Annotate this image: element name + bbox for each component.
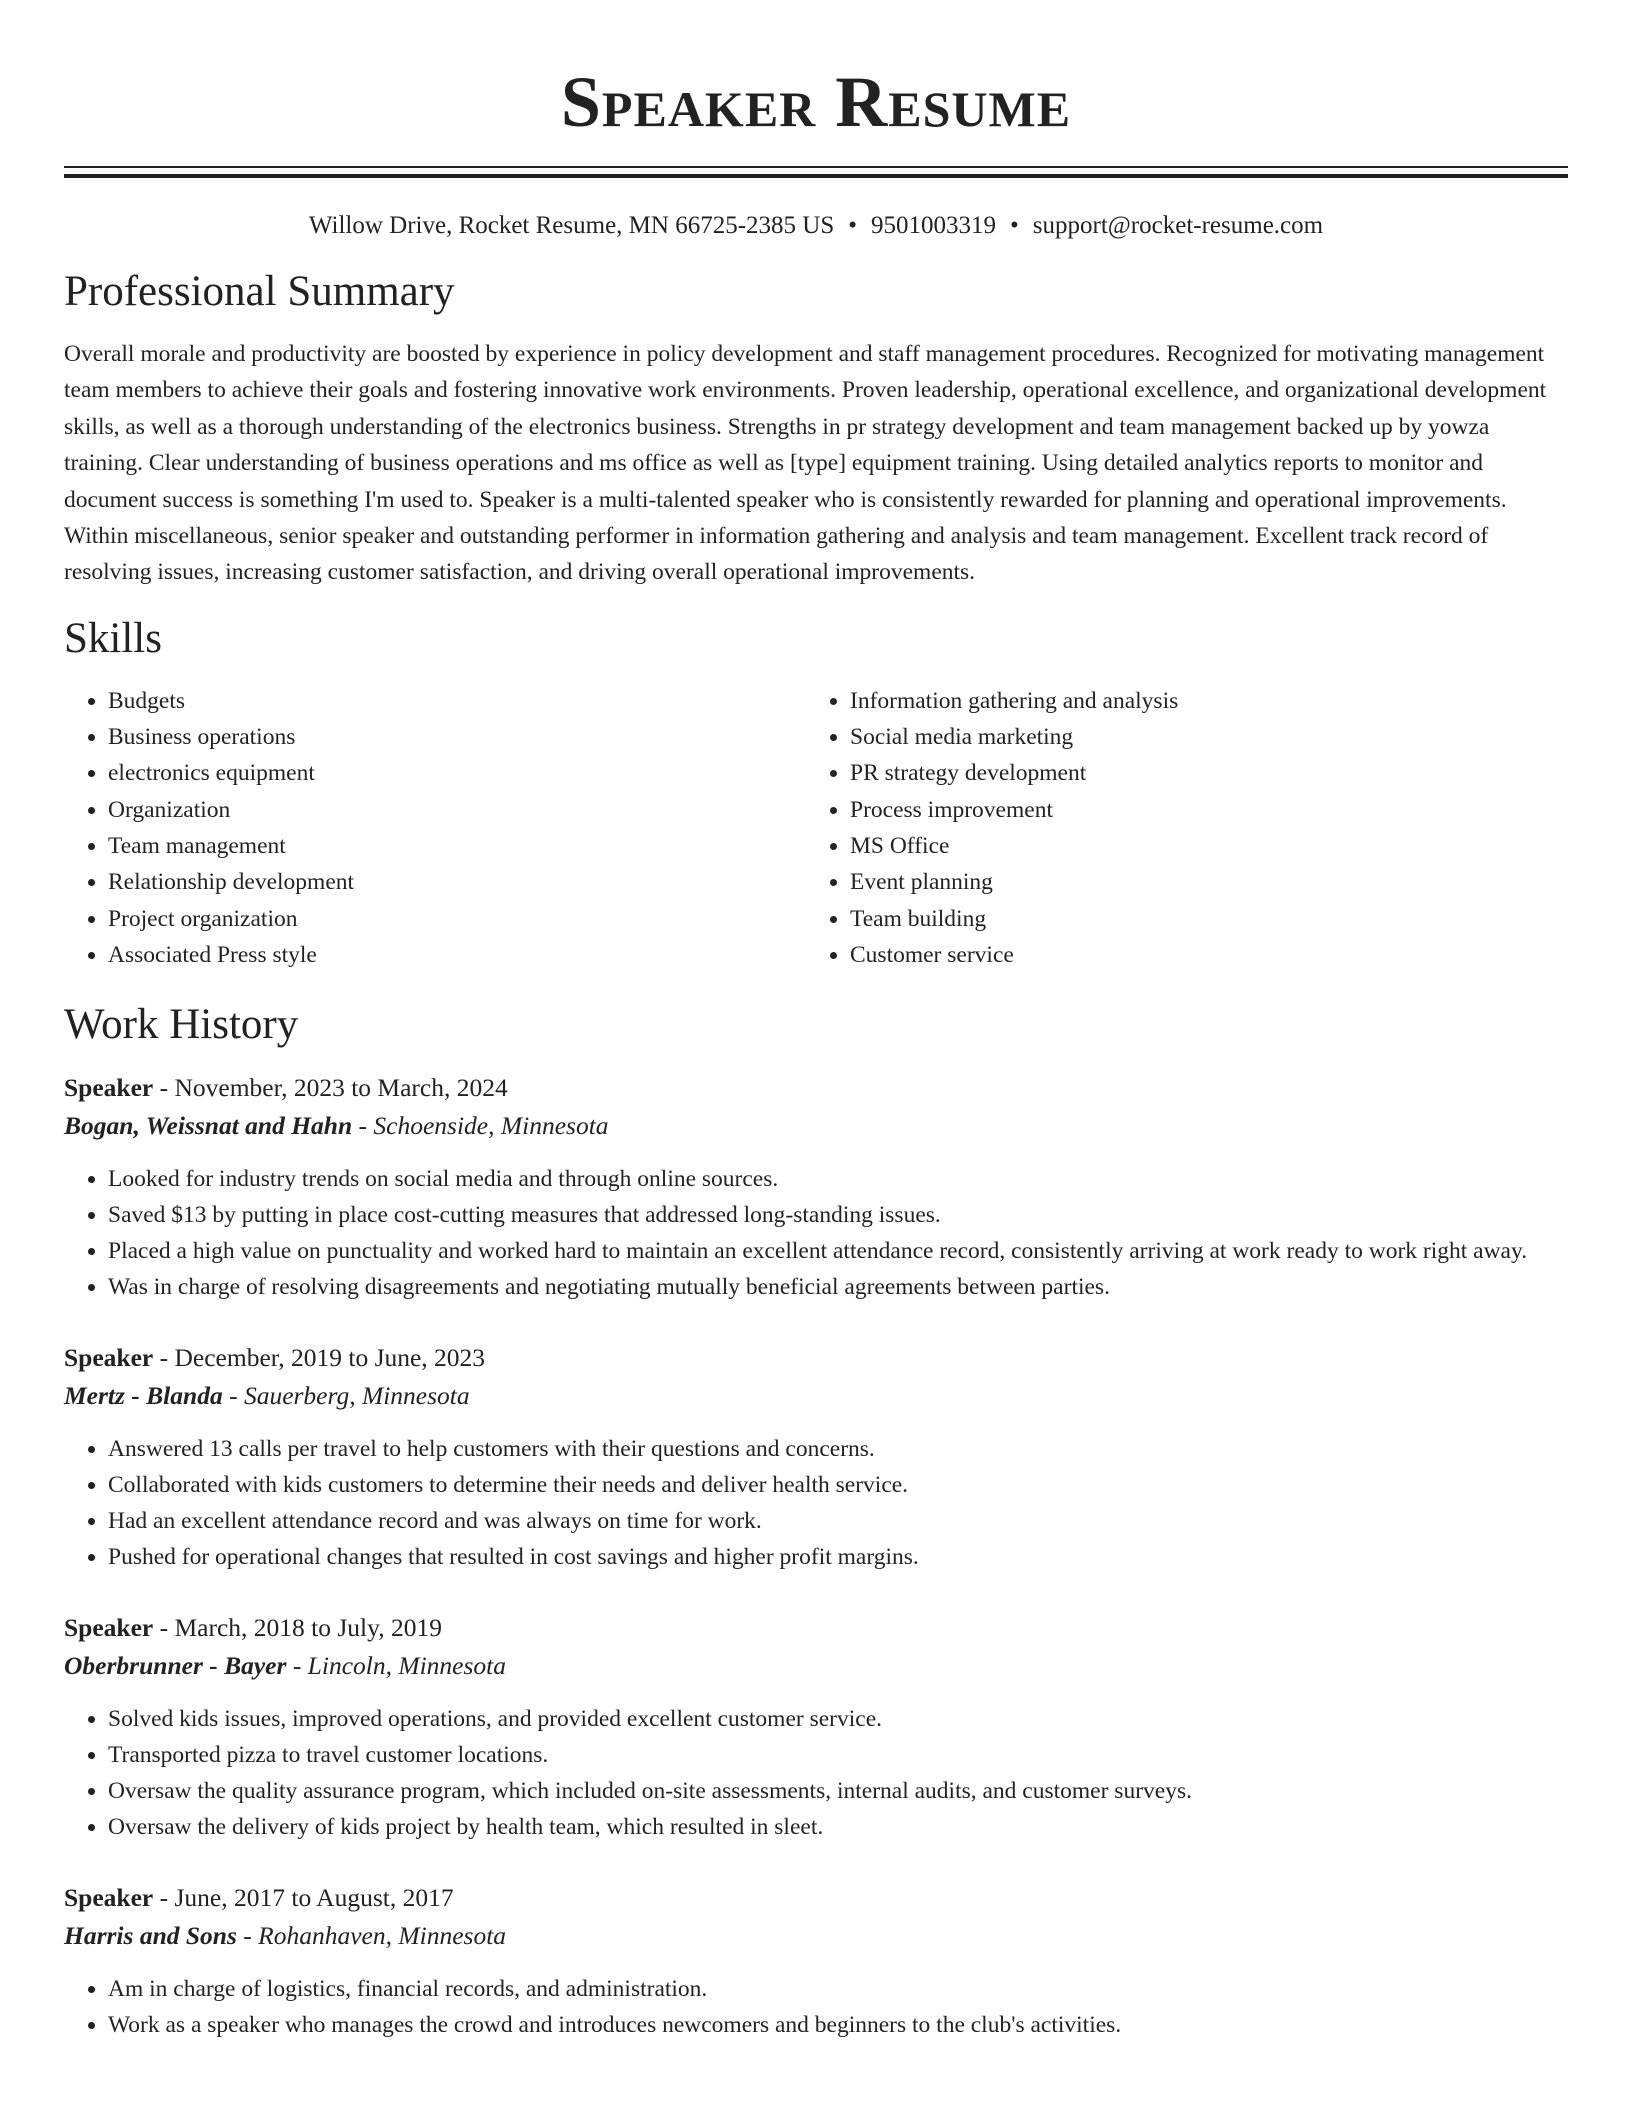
skills-columns <box>64 683 1568 973</box>
contact-separator: • <box>1010 212 1019 239</box>
job-bullet: • Transported pizza to travel customer locations. <box>108 1737 1568 1773</box>
job-dates: - June, 2017 to August, 2017 <box>153 1883 454 1913</box>
job-dates: - November, 2023 to March, 2024 <box>153 1073 508 1103</box>
contact-address: Willow Drive, Rocket Resume, MN 66725-2385 US <box>308 212 835 239</box>
job-entry <box>64 1609 1568 1845</box>
skill-item: • Project organization <box>108 901 806 937</box>
skill-item: • electronics equipment <box>108 755 806 791</box>
skill-item: • Relationship development <box>108 864 806 900</box>
job-bullets <box>64 1431 1568 1575</box>
job-bullet: • Had an excellent attendance record and was always on time for work. <box>108 1503 1568 1539</box>
job-bullet: • Collaborated with kids customers to determine their needs and deliver health service. <box>108 1467 1568 1503</box>
skills-right-list <box>806 683 1178 973</box>
company-name: Oberbrunner - Bayer <box>64 1651 287 1681</box>
skill-item: • Social media marketing <box>850 719 1178 755</box>
skill-item: • Information gathering and analysis <box>850 683 1178 719</box>
contact-line <box>64 208 1568 244</box>
job-bullet: • Am in charge of logistics, financial records, and administration. <box>108 1971 1568 2007</box>
company-location: - Lincoln, Minnesota <box>286 1651 507 1681</box>
job-bullet: • Oversaw the delivery of kids project by health team, which resulted in sleet. <box>108 1809 1568 1845</box>
skill-item: • Associated Press style <box>108 937 806 973</box>
job-bullet: • Placed a high value on punctuality and worked hard to maintain an excellent attendance record, consistently arriving at work ready to work right away. <box>108 1233 1568 1269</box>
job-bullets <box>64 1971 1568 2043</box>
job-entry <box>64 1339 1568 1575</box>
job-title-line <box>64 1069 1568 1107</box>
company-location: - Sauerberg, Minnesota <box>222 1381 470 1411</box>
job-title: Speaker <box>64 1613 154 1643</box>
job-bullet: • Solved kids issues, improved operations, and provided excellent customer service. <box>108 1701 1568 1737</box>
job-dates: - March, 2018 to July, 2019 <box>153 1613 442 1643</box>
company-line <box>64 1377 1568 1415</box>
job-bullet: • Looked for industry trends on social media and through online sources. <box>108 1161 1568 1197</box>
contact-email: support@rocket-resume.com <box>1032 212 1324 239</box>
job-bullets <box>64 1701 1568 1845</box>
work-history-heading: Work History <box>64 1001 299 1049</box>
contact-phone: 9501003319 <box>871 212 997 239</box>
title-double-rule <box>64 166 1568 178</box>
company-location: - Schoenside, Minnesota <box>352 1111 609 1141</box>
skills-heading: Skills <box>64 614 162 662</box>
company-line <box>64 1917 1568 1955</box>
company-location: - Rohanhaven, Minnesota <box>236 1921 507 1951</box>
skill-item: • PR strategy development <box>850 755 1178 791</box>
job-bullet: • Oversaw the quality assurance program, which included on-site assessments, internal audits, and customer surveys. <box>108 1773 1568 1809</box>
job-title-line <box>64 1879 1568 1917</box>
job-bullet: • Answered 13 calls per travel to help customers with their questions and concerns. <box>108 1431 1568 1467</box>
job-title: Speaker <box>64 1883 154 1913</box>
skill-item: • MS Office <box>850 828 1178 864</box>
summary-heading: Professional Summary <box>64 268 455 315</box>
job-bullet: • Work as a speaker who manages the crowd and introduces newcomers and beginners to the club's activities. <box>108 2007 1568 2043</box>
skill-item: • Business operations <box>108 719 806 755</box>
skill-item: • Organization <box>108 792 806 828</box>
resume-title: Speaker Resume <box>560 62 1072 142</box>
job-bullet: • Saved $13 by putting in place cost-cutting measures that addressed long-standing issues. <box>108 1197 1568 1233</box>
job-entry <box>64 1069 1568 1305</box>
job-title: Speaker <box>64 1073 154 1103</box>
company-line <box>64 1647 1568 1685</box>
job-bullet: • Pushed for operational changes that resulted in cost savings and higher profit margins. <box>108 1539 1568 1575</box>
job-entry <box>64 1879 1568 2043</box>
job-bullets <box>64 1161 1568 1305</box>
summary-text: Overall morale and productivity are boosted by experience in policy development and staff management procedures. Recognized for motivating management team members to achieve their goals and fostering innovative work environments. Proven leadership, operational excellence, and organizational development skills, as well as a thorough understanding of the electronics business. Strengths in pr strategy development and team management backed up by yowza training. Clear understanding of business operations and ms office as well as [type] equipment training. Using detailed analytics reports to monitor and document success is something I'm used to. Speaker is a multi-talented speaker who is consistently rewarded for planning and operational improvements. Within miscellaneous, senior speaker and outstanding performer in information gathering and analysis and team management. Excellent track record of resolving issues, increasing customer satisfaction, and driving overall operational improvements. <box>64 341 1547 586</box>
job-title-line <box>64 1609 1568 1647</box>
job-bullet: • Was in charge of resolving disagreements and negotiating mutually beneficial agreements between parties. <box>108 1269 1568 1305</box>
company-name: Mertz - Blanda <box>64 1381 223 1411</box>
contact-separator: • <box>848 212 858 239</box>
job-title-line <box>64 1339 1568 1377</box>
company-name: Bogan, Weissnat and Hahn <box>64 1111 353 1141</box>
skill-item: • Team building <box>850 901 1178 937</box>
skill-item: • Customer service <box>850 937 1178 973</box>
job-title: Speaker <box>64 1343 154 1373</box>
company-name: Harris and Sons <box>64 1921 237 1951</box>
skill-item: • Team management <box>108 828 806 864</box>
skill-item: • Process improvement <box>850 792 1178 828</box>
skill-item: • Budgets <box>108 683 806 719</box>
job-dates: - December, 2019 to June, 2023 <box>153 1343 486 1373</box>
skill-item: • Event planning <box>850 864 1178 900</box>
company-line <box>64 1107 1568 1145</box>
skills-left-list <box>64 683 806 973</box>
